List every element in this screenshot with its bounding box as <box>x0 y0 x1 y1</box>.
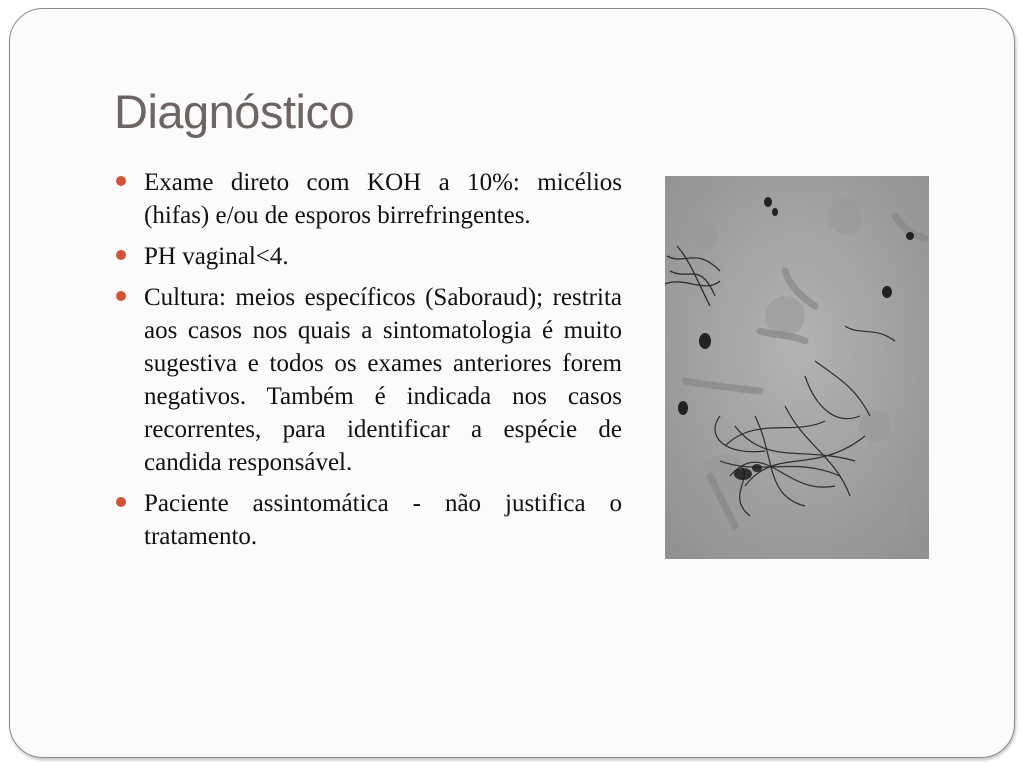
bullet-item <box>116 240 622 273</box>
bullet-text: PH vaginal<4. <box>144 243 289 270</box>
slide-title: Diagnóstico <box>114 85 355 138</box>
bullet-dot-icon <box>116 497 126 507</box>
bullet-list <box>116 166 622 561</box>
bullet-dot-icon <box>116 176 126 186</box>
bullet-dot-icon <box>116 291 126 301</box>
bullet-text: Cultura: meios específicos (Saboraud); restrita aos casos nos quais a sintomatologia é muito sugestiva e todos os exames anteriores forem negativos. Também é indicada nos casos recorrentes, para identificar a espécie de candida responsável. <box>144 284 622 476</box>
microscopy-image <box>665 176 929 559</box>
bullet-text: Paciente assintomática - não justifica o tratamento. <box>144 490 622 550</box>
bullet-item <box>116 487 622 553</box>
bullet-text: Exame direto com KOH a 10%: micélios (hifas) e/ou de esporos birrefringentes. <box>144 169 622 229</box>
bullet-item <box>116 281 622 479</box>
microscopy-image-icon <box>665 176 929 559</box>
bullet-item <box>116 166 622 232</box>
bullet-dot-icon <box>116 250 126 260</box>
